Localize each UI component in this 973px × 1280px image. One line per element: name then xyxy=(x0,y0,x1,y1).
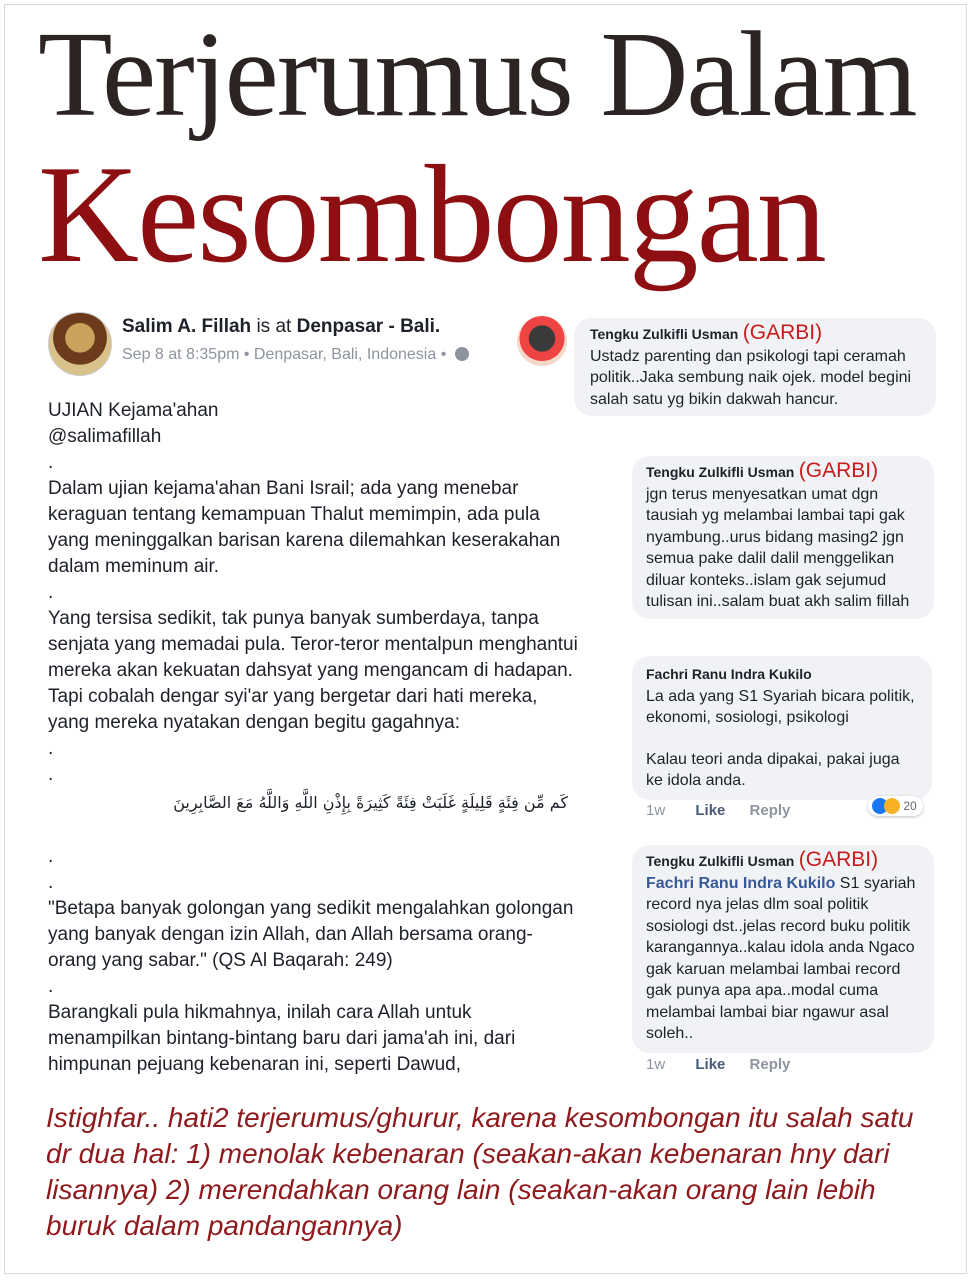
comment-text: jgn terus menyesatkan umat dgn tausiah yg melambai lambai tapi gak nyambung..urus bidang masing2 jgn semua pake dalil dalil menggelikan diluar konteks..islam gak sejumud tulisan ini..salam buat akh salim fillah xyxy=(646,485,910,610)
post-line: UJIAN Kejama'ahan xyxy=(48,400,219,421)
post-line: . xyxy=(48,846,54,867)
caption-text: Istighfar.. hati2 terjerumus/ghurur, karena kesombongan itu salah satu dr dua hal: 1) menolak kebenaran (seakan-akan kebenaran hny dari lisannya) 2) merendahkan orang lain (seakan-akan orang lain lebih buruk dalam pandangannya) xyxy=(46,1102,914,1241)
comment-time[interactable]: 1w xyxy=(646,802,666,819)
post-paragraph: Barangkali pula hikmahnya, inilah cara Allah untuk menampilkan bintang-bintang baru dari jama'ah ini, dari himpunan pejuang kebenaran ini, seperti Dawud, xyxy=(48,1002,516,1075)
post-line: . xyxy=(48,764,54,785)
headline-line-1: Terjerumus Dalam xyxy=(38,7,916,142)
comment-text: S1 syariah record nya jelas dlm soal politik sosiologi dst..jelas record buku politik karangannya..kalau idola anda Ngaco gak karuan melambai lambai record gak punya apa apa..modal cuma melambai lambai biar ngawur asal soleh.. xyxy=(646,874,916,1042)
comment-bubble xyxy=(574,318,936,416)
author-avatar[interactable] xyxy=(48,312,112,376)
post-line[interactable]: @salimafillah xyxy=(48,426,162,447)
headline-line-2: Kesombongan xyxy=(38,137,825,292)
commenter-name[interactable]: Tengku Zulkifli Usman xyxy=(646,464,795,480)
commenter-avatar[interactable] xyxy=(517,316,567,366)
comment-bubble xyxy=(632,456,934,619)
like-button[interactable]: Like xyxy=(695,802,726,819)
globe-icon xyxy=(455,347,469,361)
commenter-name[interactable]: Fachri Ranu Indra Kukilo xyxy=(646,666,812,682)
garbi-tag: (GARBI) xyxy=(798,848,879,871)
reaction-count[interactable]: 20 xyxy=(868,796,923,816)
comment-text: Ustadz parenting dan psikologi tapi ceramah politik..Jaka sembung naik ojek. model begini salah satu yg bikin dakwah hancur. xyxy=(590,347,912,408)
comment-text: La ada yang S1 Syariah bicara politik, ekonomi, sosiologi, psikologi xyxy=(646,687,915,726)
post-line: . xyxy=(48,738,54,759)
location-link[interactable]: Denpasar - Bali. xyxy=(296,316,441,337)
post-paragraph: Dalam ujian kejama'ahan Bani Israil; ada yang menebar keraguan tentang kemampuan Thalut memimpin, ada pula yang meninggalkan barisan karena dilemahkan keserakahan dalam meminum air. xyxy=(48,478,561,577)
post-header xyxy=(122,316,440,338)
post-body xyxy=(48,398,578,1078)
reply-button[interactable]: Reply xyxy=(749,1056,791,1073)
garbi-tag: (GARBI) xyxy=(798,459,879,482)
post-line: . xyxy=(48,452,54,473)
commenter-name[interactable]: Tengku Zulkifli Usman xyxy=(646,853,795,869)
post-paragraph: Yang tersisa sedikit, tak punya banyak sumberdaya, tanpa senjata yang memadai pula. Teror-teror mentalpun menghantui mereka akan kekuatan dahsyat yang mengancam di hadapan. Tapi cobalah dengar syi'ar yang bergetar dari hati mereka, yang mereka nyatakan dengan begitu gagahnya: xyxy=(48,608,578,733)
post-paragraph: "Betapa banyak golongan yang sedikit mengalahkan golongan yang banyak dengan izin Allah, dan Allah bersama orang-orang yang sabar." (QS Al Baqarah: 249) xyxy=(48,898,574,971)
like-button[interactable]: Like xyxy=(695,1056,726,1073)
mention-link[interactable]: Fachri Ranu Indra Kukilo xyxy=(646,874,836,892)
comment-text: Kalau teori anda dipakai, pakai juga ke idola anda. xyxy=(646,750,900,789)
post-meta xyxy=(122,346,469,364)
post-timestamp[interactable]: Sep 8 at 8:35pm • Denpasar, Bali, Indonesia • xyxy=(122,346,447,363)
comment-time[interactable]: 1w xyxy=(646,1056,666,1073)
post-line: . xyxy=(48,976,54,997)
post-line: . xyxy=(48,872,54,893)
author-name[interactable]: Salim A. Fillah xyxy=(122,316,252,337)
haha-reaction-icon xyxy=(884,798,900,814)
commenter-name[interactable]: Tengku Zulkifli Usman xyxy=(590,326,739,342)
comment-actions xyxy=(646,1056,790,1073)
post-line: . xyxy=(48,582,54,603)
arabic-verse: كَم مِّن فِئَةٍ قَلِيلَةٍ غَلَبَتْ فِئَةً كَثِيرَةً بِإِذْنِ اللَّهِ وَاللَّهُ مَعَ الصَّابِرِينَ xyxy=(173,793,568,812)
comment-actions xyxy=(646,802,790,819)
garbi-tag: (GARBI) xyxy=(742,321,823,344)
comment-bubble xyxy=(632,845,934,1053)
comment-bubble xyxy=(632,656,932,800)
is-at-text: is at xyxy=(256,316,292,337)
reply-button[interactable]: Reply xyxy=(749,802,791,819)
